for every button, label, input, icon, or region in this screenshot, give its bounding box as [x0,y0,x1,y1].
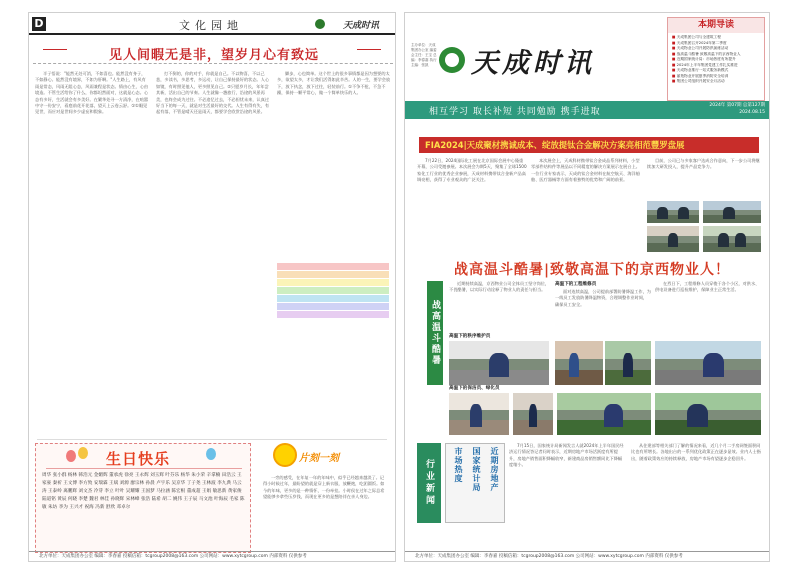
exhibition-photo [647,226,699,252]
article-column-2: 打不倒的，你的对手，你就是自己。不以物喜，不以己悲，多读书，多思考，多运动，让自己保持最好的状态。人心如镜，有时照见他人，更多照见自己。②只愿岁月长，年年尝其新，活出自己的节奏。人生就像一趟旅行，沿途的风景再美，也终会成为过往。不必追忆过去，不必担忧未来，认真过好当下的每一天，就是对生活最好的交代。人生有得有失，有起有落，不管是晴天还是雨天，都要学会欣赏沿途的风景。 [156,71,270,115]
balloon-icon [66,450,76,462]
article-headline: 战高温斗酷暑|致敬高温下的京西物业人！ [453,262,731,278]
staff-photo [449,393,509,435]
preview-item[interactable]: ■ 集团公司组织开展安全月活动 [672,79,762,85]
birthday-section [35,443,251,553]
exhibition-photo [703,226,761,252]
staff-photo [555,341,603,385]
section-tag: 行业新闻 [417,443,441,523]
article-column-1: 半子悟说："能然无处可消，不如喜也。能然没有身子，不如静心。能然没有境界，不如为肝啊。"人生路上，有风有雨是常态，风雨无阻心态，风雨兼程是状态。情由心生，心由境造。不管生活给你了什么，你都坦然面对，这就是心态。心态有多好，生活就会有多美好。在繁华处寻一方清净，在喧嚣中守一份安宁，看庭前花开花落，望天上云卷云舒。①①眼见见世，而应对是世间多少虚妄和假象。 [35,71,149,115]
article-column: 面对连续高温，公司提前部署防暑降温工作，为一线员工发放防暑降温物资，合理调整作业时间，确保员工安全。 [555,289,651,307]
staff-photo [605,341,651,385]
staff-photo [557,393,651,435]
headline-divider-right [357,49,381,50]
divider [33,63,393,64]
article-column: 7月15日，国家统计局新闻发言人就2024年上半年国民经济运行情况答记者问时表示，近期房地产市场活跃度有所提升，房地产销售面积降幅收窄，新建商品房销售额同比下降幅度缩小。 [509,443,624,468]
page-footer: 北方单位：天成集团办公室 编辑：李春嘉 投稿信箱：tcgroup2008@163.com 公司网站：www.xytcgroup.com 内部资料 仅供参考 [405,551,769,561]
article-column: 7月22日，2024国际化工展在北京国际会展中心隆重开幕，公司受邀参展。本次展会为期5天，聚集了全球1500家化工行业的优秀企业参展，天成材料携带钛合金新产品高调亮相，获得了专业观众的广泛关注。 [417,158,527,183]
exhibition-photo [703,201,761,223]
article-column: 在烈日下，工程维修人员穿梭于各个小区，对供水、供电设备进行巡检维护，保障业主正常生活。 [655,281,760,293]
moment-section [259,443,389,553]
article-column: 本次展会上，天成科材携带钛合金成品系列材料，小型零部件结构件等展品以不同精度的解决方案展示在展台上。一位行业专家表示，天成的钛合金材料在航空航天、海洋船舶、医疗器械等方面有着独特的优势和广阔的前景。 [531,158,640,183]
sun-icon [273,443,297,467]
header-logo-text: 天成时讯 [342,21,379,31]
slogan: 相互学习 取长补短 共同勉励 携手进取 [429,107,601,117]
staff-photo [655,393,761,435]
page-footer: 北方单位：天成集团办公室 编辑：李春嘉 投稿信箱：tcgroup2008@163.com 公司网站：www.xytcgroup.com 内部资料 仅供参考 [29,551,395,561]
issue-preview [667,17,765,101]
moment-title: 片刻一刻 [299,453,339,464]
birthday-names: 周华 张小群 杨林 韩浩元 金媚辉 董承虎 徐亮 王永辉 刘玉辉 叶芬乐 杨华 朱小荣 辛拿楠 田浩云 王家豪 秦祈 王文博 李方致 安瑞霖 王斌 刘源 廖宗林 孙晨 卢宇乐 吴京华 丁子尧 王林波 李九典 马云涛 王泰岭 离鹏辉 刘文杰 冷芽 李立 叶叶 吴耀耀 王国梦 马拉涵 陈宏根 董成超 王娟 敏思新 黄家俊 陆道铭 黄辰 何晓 李楚 魏君 林佳 孙晓辉 宋林峰 张浩 陆希 胡二 姚伟 王子辰 马文池 叶海辰 毛家 陈敏 朱坊 李为 王兴才 祝海 冯新 舒欣 邓卓尔 [42,473,245,510]
exhibition-photo [647,201,699,223]
preview-item[interactable]: ■ 2024年上半年集团党建工作扎实推进 [672,63,762,69]
rainbow-illustration [277,263,389,333]
subsection-title: 高温下的保洁员、绿化员 [449,386,500,391]
divider [37,439,387,440]
logo-icon [315,19,325,29]
staff-photo [513,393,553,435]
preview-list [672,35,762,85]
preview-item[interactable]: ■ 战高温斗酷暑 致敬高温下的京西物业人 [672,52,762,58]
article-headline: 见人间暇无是非，望岁月心有致远 [108,48,319,63]
preview-item[interactable]: ■ 近期国家统计局：市场热度有所提升 [672,57,762,63]
section-tag: 战高温斗酷暑 [427,281,443,385]
industry-heading [445,443,505,523]
publisher-info: 主办单位：天成集团办公室 编委会主任：王宝 总编：李春嘉 执行主编：张凯 [411,43,437,67]
industry-heading-line: 国家统计局 [472,447,481,492]
left-page [28,12,396,562]
page-header [29,13,395,35]
balloon-icon [206,448,216,460]
article-column-3: 脚步，心也简单。这个世上的很多事情都是因为想要的太多，欲望太多，才让我们活得如此辛苦。人的一生，要学会放下，放下执念，放下过往，轻装前行。①不争不抢，不急不躁，保持一颗平常心，做一个简单快乐的人。 [277,71,391,96]
preview-title: 本期导读 [668,18,764,33]
preview-item[interactable]: ■ 天成物业公司开展防汛演练活动 [672,46,762,52]
banner-headline: FIA2024|天成聚材携诚成本、绽放提钛合金解决方案亮相范豐罗盘展 [425,140,685,150]
section-title: 文化园地 [179,19,243,32]
balloon-icon [78,447,88,459]
headline-banner [419,137,759,153]
article-column: 目前，公司已与多家客户达成合作意向，下一步公司将继续加大研发投入，提升产品竞争力。 [647,158,760,170]
masthead: 天成时讯 [471,48,595,79]
staff-photo [449,341,549,385]
article-column: 从住建部等相关部门了解的情况来看，近几个月二手房网签面积同比也有所增长。各地出台的一系列优化政策正在逐步显效。业内人士指出，随着政策效应的持续释放，房地产市场有望逐步企稳回升。 [631,443,761,461]
right-page [404,12,770,562]
headline-divider-left [43,49,67,50]
preview-item[interactable]: ■ 丽苑物业开展夏季消防安全培训 [672,74,762,80]
article-column: 近期持续高温，京西物业公司全体员工坚守岗位，不畏酷暑，以实际行动诠释了物业人的责任与担当。 [449,281,550,293]
moment-text: 一旁的感受，在年复一年的年味中，似乎已经越来越淡了。记得小时候过年，最盼望的就是穿上新衣服，放鞭炮，吃团圆饭。如今的年味，更多的是一种情怀，一份牵挂。小时侯在过年之际总希望能够多拿些压岁钱，而现在更多的是想陪伴在亲人身边。 [263,475,385,500]
page-letter: D [32,17,46,31]
divider [46,468,242,469]
slogan-bar [405,101,769,119]
industry-heading-line: 市场热度 [454,447,463,483]
subsection-title: 高温下的工程维修员 [555,282,597,287]
issue-number: 2024年 第07期 总第127期 [709,103,765,108]
staff-photo [655,341,761,385]
subsection-title: 高温下的秩序维护员 [449,334,491,339]
preview-item[interactable]: ■ 天成集团召开2024年第二季度 [672,41,762,47]
preview-item[interactable]: ■ 天成物业推行一站式服务新模式 [672,68,762,74]
logo-icon [439,47,465,73]
preview-item[interactable]: ■ 天成集团公司与全建筑工程 [672,35,762,41]
birthday-title: 生日快乐 [106,450,171,468]
industry-heading-line: 近期房地产 [490,447,499,492]
issue-info [687,103,765,116]
issue-date: 2024.08.15 [739,109,765,115]
